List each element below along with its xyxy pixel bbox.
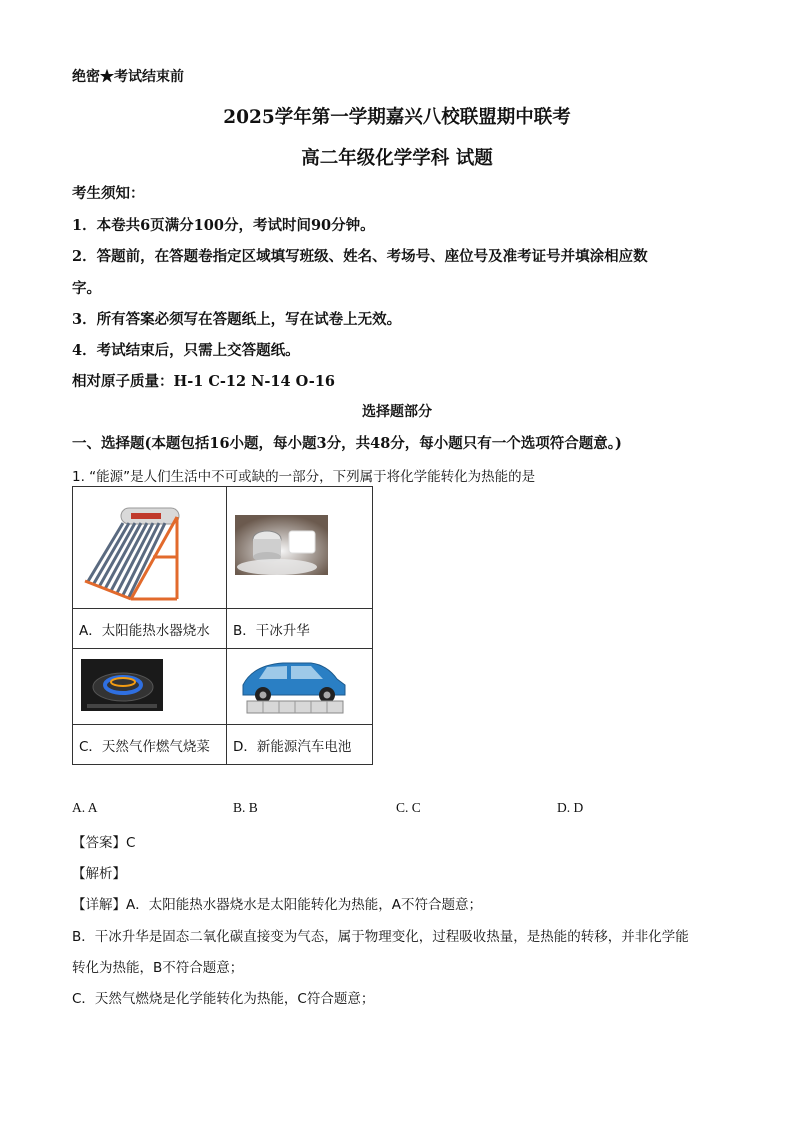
dry-ice-image — [227, 487, 372, 604]
option-b-label: B．干冰升华 — [227, 609, 373, 649]
notice-item-2-cont: 字。 — [72, 280, 101, 297]
choice-d: D. D — [557, 800, 584, 815]
notice-item-2: 2．答题前，在答题卷指定区域填写班级、姓名、考场号、座位号及准考证号并填涂相应数 — [72, 248, 648, 265]
question-1-stem: 1. “能源”是人们生活中不可或缺的一部分，下列属于将化学能转化为热能的是 — [72, 469, 536, 485]
choice-a: A. A — [72, 800, 98, 815]
answer-label: 【答案】C — [72, 835, 136, 851]
option-a-image-cell — [73, 487, 227, 609]
notice-item-4: 4．考试结束后，只需上交答题纸。 — [72, 342, 300, 359]
section-instruction: 一、选择题(本题包括16小题，每小题3分，共48分，每小题只有一个选项符合题意。) — [72, 435, 622, 452]
option-c-label: C．天然气作燃气烧菜 — [73, 725, 227, 765]
detail-line-4: C．天然气燃烧是化学能转化为热能，C符合题意； — [72, 991, 375, 1007]
notice-item-3: 3．所有答案必须写在答题纸上，写在试卷上无效。 — [72, 311, 402, 328]
solar-water-heater-image — [73, 487, 226, 604]
notice-item-1: 1．本卷共6页满分100分，考试时间90分钟。 — [72, 217, 375, 234]
confidential-label: 绝密★考试结束前 — [72, 69, 184, 85]
detail-line-3: 转化为热能，B不符合题意； — [72, 960, 244, 976]
gas-stove-image — [73, 649, 226, 720]
detail-line-1: 【详解】A．太阳能热水器烧水是太阳能转化为热能，A不符合题意； — [72, 897, 482, 913]
atomic-mass-line: 相对原子质量：H-1 C-12 N-14 O-16 — [72, 373, 335, 390]
options-table — [72, 486, 373, 765]
option-d-label: D．新能源汽车电池 — [227, 725, 373, 765]
exam-title: 2025学年第一学期嘉兴八校联盟期中联考 — [223, 107, 571, 128]
option-a-label: A．太阳能热水器烧水 — [73, 609, 227, 649]
ev-battery-image — [227, 649, 372, 720]
analysis-label: 【解析】 — [72, 866, 126, 882]
detail-line-2: B．干冰升华是固态二氧化碳直接变为气态，属于物理变化，过程吸收热量，是热能的转移，并非化学能 — [72, 929, 689, 945]
option-d-image-cell — [227, 649, 373, 725]
exam-subtitle: 高二年级化学学科 试题 — [301, 148, 493, 169]
section-title: 选择题部分 — [362, 404, 432, 420]
option-b-image-cell — [227, 487, 373, 609]
choice-b: B. B — [233, 800, 258, 815]
option-c-image-cell — [73, 649, 227, 725]
choice-c: C. C — [396, 800, 421, 815]
notice-heading: 考生须知： — [72, 185, 145, 202]
